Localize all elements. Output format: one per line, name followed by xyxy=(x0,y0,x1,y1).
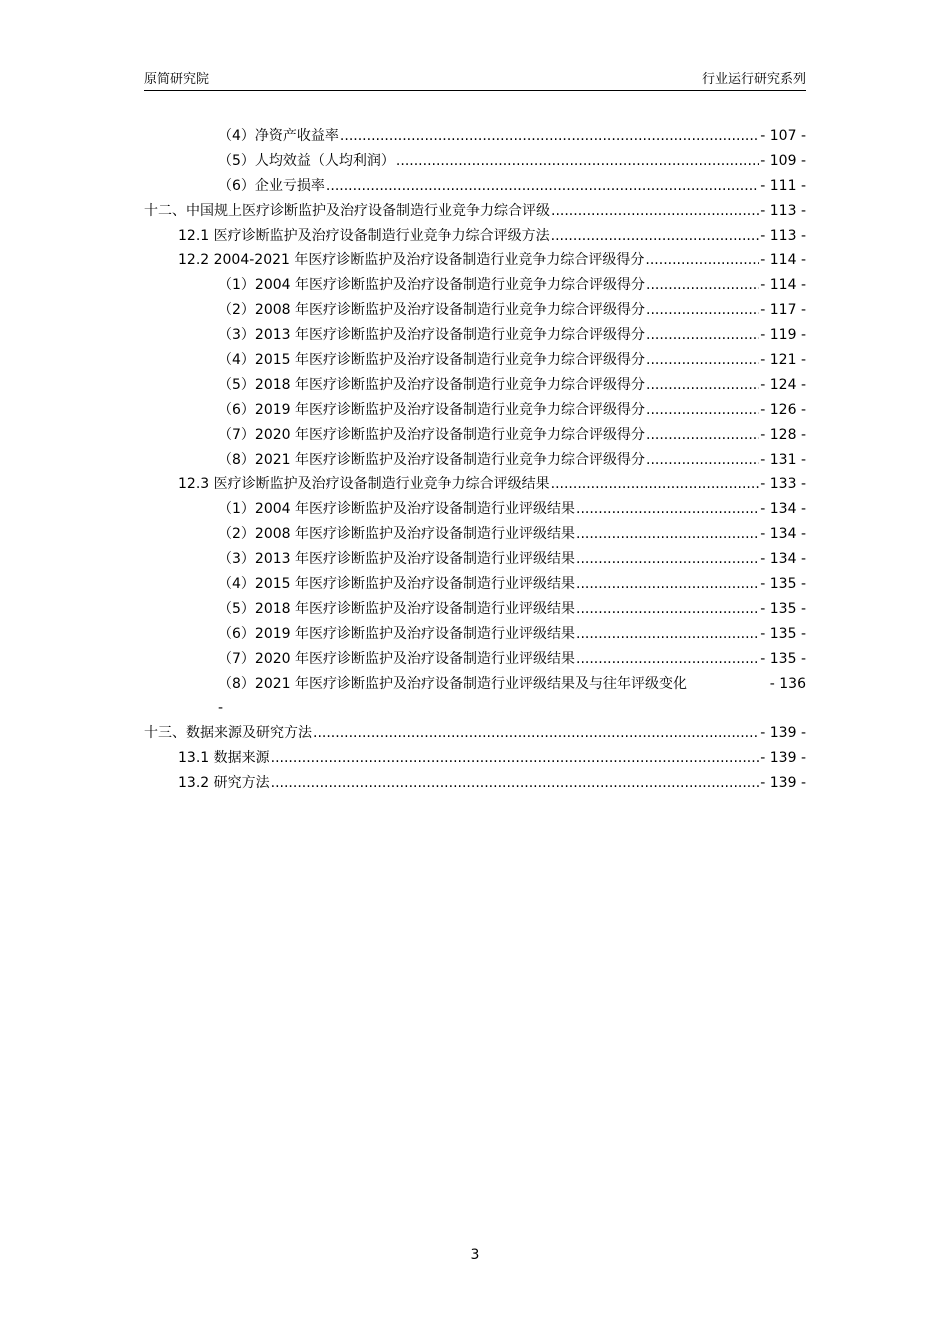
page-header xyxy=(144,66,806,91)
toc-entry[interactable] xyxy=(144,398,806,423)
toc-entry-label: （1）2004 年医疗诊断监护及治疗设备制造行业评级结果 xyxy=(218,501,575,518)
toc-entry[interactable] xyxy=(144,622,806,647)
toc-entry-label: （6）2019 年医疗诊断监护及治疗设备制造行业竞争力综合评级得分 xyxy=(218,401,645,418)
toc-entry-label: （4）2015 年医疗诊断监护及治疗设备制造行业评级结果 xyxy=(218,576,575,593)
toc-entry[interactable] xyxy=(144,597,806,622)
toc-dot-leader xyxy=(576,622,759,647)
toc-entry-label: （8）2021 年医疗诊断监护及治疗设备制造行业竞争力综合评级得分 xyxy=(218,451,645,468)
toc-entry[interactable] xyxy=(144,348,806,373)
toc-dot-leader xyxy=(576,497,759,522)
toc-entry-page: - 134 - xyxy=(760,526,806,543)
toc-dot-leader xyxy=(551,199,759,224)
toc-entry-label: （8）2021 年医疗诊断监护及治疗设备制造行业评级结果及与往年评级变化 xyxy=(218,675,687,692)
toc-dot-leader xyxy=(646,398,759,423)
toc-dot-leader xyxy=(326,174,759,199)
toc-dot-leader xyxy=(576,572,759,597)
toc-entry-page: - 119 - xyxy=(760,327,806,344)
toc-entry-page: - 139 - xyxy=(760,725,806,742)
toc-entry[interactable] xyxy=(144,273,806,298)
toc-entry[interactable] xyxy=(144,248,806,273)
toc-entry-page: - 139 - xyxy=(760,750,806,767)
toc-dot-leader xyxy=(551,224,760,249)
toc-dot-leader xyxy=(645,248,759,273)
toc-entry-page: - 113 - xyxy=(760,227,806,244)
page-number: 3 xyxy=(470,1247,480,1263)
toc-entry-page: - 135 - xyxy=(760,650,806,667)
toc-entry-page: - 113 - xyxy=(760,202,806,219)
toc-entry-page: - 135 - xyxy=(760,625,806,642)
toc-entry-label: （4）2015 年医疗诊断监护及治疗设备制造行业竞争力综合评级得分 xyxy=(218,352,645,369)
toc-entry-label: （7）2020 年医疗诊断监护及治疗设备制造行业竞争力综合评级得分 xyxy=(218,426,645,443)
toc-entry-label: （5）2018 年医疗诊断监护及治疗设备制造行业竞争力综合评级得分 xyxy=(218,376,645,393)
toc-dot-leader xyxy=(646,298,759,323)
toc-entry-label: （1）2004 年医疗诊断监护及治疗设备制造行业竞争力综合评级得分 xyxy=(218,277,645,294)
toc-dot-leader xyxy=(396,149,759,174)
toc-entry-label: 12.3 医疗诊断监护及治疗设备制造行业竞争力综合评级结果 xyxy=(178,476,550,493)
toc-entry[interactable] xyxy=(144,547,806,572)
toc-entry[interactable] xyxy=(144,224,806,249)
header-series-title: 行业运行研究系列 xyxy=(701,72,806,87)
toc-entry-page: - 124 - xyxy=(760,376,806,393)
toc-entry[interactable] xyxy=(144,672,806,697)
toc-entry[interactable] xyxy=(144,149,806,174)
toc-entry-label: （6）企业亏损率 xyxy=(218,177,325,194)
toc-entry[interactable] xyxy=(144,522,806,547)
toc-dot-leader xyxy=(551,472,760,497)
toc-entry-page: - 133 - xyxy=(760,476,806,493)
toc-dot-leader xyxy=(576,647,759,672)
toc-entry-page: - 128 - xyxy=(760,426,806,443)
toc-entry[interactable] xyxy=(144,323,806,348)
toc-entry-page: - 111 - xyxy=(760,177,806,194)
toc-entry[interactable] xyxy=(144,497,806,522)
toc-dot-leader xyxy=(646,373,759,398)
toc-entry-page: - 134 - xyxy=(760,551,806,568)
toc-entry[interactable] xyxy=(144,199,806,224)
toc-entry-page: - 135 - xyxy=(760,576,806,593)
toc-entry-label: 十三、数据来源及研究方法 xyxy=(144,725,312,742)
toc-entry-page-wrap: - xyxy=(218,700,224,717)
toc-dot-leader xyxy=(576,522,759,547)
toc-dot-leader xyxy=(576,597,759,622)
toc-entry-page: - 121 - xyxy=(760,352,806,369)
toc-entry-label: 13.1 数据来源 xyxy=(178,750,270,767)
toc-entry[interactable] xyxy=(144,373,806,398)
toc-entry-label: 十二、中国规上医疗诊断监护及治疗设备制造行业竞争力综合评级 xyxy=(144,202,550,219)
toc-entry-page: - 107 - xyxy=(760,128,806,144)
toc-entry-label: （4）净资产收益率 xyxy=(218,128,339,144)
toc-entry[interactable] xyxy=(144,771,806,796)
toc-entry[interactable] xyxy=(144,298,806,323)
toc-dot-leader xyxy=(646,323,759,348)
toc-dot-leader xyxy=(646,273,759,298)
toc-dot-leader xyxy=(646,348,759,373)
toc-entry-page: - 114 - xyxy=(760,277,806,294)
toc-entry-page: - 135 - xyxy=(760,600,806,617)
toc-entry-label: （3）2013 年医疗诊断监护及治疗设备制造行业评级结果 xyxy=(218,551,575,568)
toc-entry[interactable] xyxy=(144,647,806,672)
toc-entry-label: （5）2018 年医疗诊断监护及治疗设备制造行业评级结果 xyxy=(218,600,575,617)
toc-entry-page: - 139 - xyxy=(760,775,806,792)
toc-dot-leader xyxy=(340,124,759,149)
toc-entry-page: - 117 - xyxy=(760,302,806,319)
toc-entry-page: - 136 xyxy=(769,675,806,692)
toc-dot-leader xyxy=(646,423,759,448)
toc-entry-page: - 109 - xyxy=(760,152,806,169)
toc-entry-label: （2）2008 年医疗诊断监护及治疗设备制造行业竞争力综合评级得分 xyxy=(218,302,645,319)
toc-entry-label: （3）2013 年医疗诊断监护及治疗设备制造行业竞争力综合评级得分 xyxy=(218,327,645,344)
toc-entry-label: （7）2020 年医疗诊断监护及治疗设备制造行业评级结果 xyxy=(218,650,575,667)
toc-dot-leader xyxy=(271,771,760,796)
toc-entry[interactable] xyxy=(144,472,806,497)
toc-entry[interactable] xyxy=(144,124,806,149)
toc-dot-leader xyxy=(576,547,759,572)
toc-entry-label: 12.2 2004-2021 年医疗诊断监护及治疗设备制造行业竞争力综合评级得分 xyxy=(178,252,645,269)
toc-entry-page: - 131 - xyxy=(760,451,806,468)
toc-dot-leader xyxy=(313,721,759,746)
toc-entry[interactable] xyxy=(144,746,806,771)
toc-dot-leader xyxy=(646,448,759,473)
toc-entry[interactable] xyxy=(144,721,806,746)
toc-entry[interactable] xyxy=(144,174,806,199)
table-of-contents xyxy=(144,124,806,796)
toc-dot-leader xyxy=(271,746,760,771)
header-org-name: 原简研究院 xyxy=(144,72,210,87)
toc-entry[interactable] xyxy=(144,448,806,473)
toc-entry[interactable] xyxy=(144,423,806,448)
toc-entry[interactable] xyxy=(144,572,806,597)
toc-entry-label: （5）人均效益（人均利润） xyxy=(218,152,395,169)
toc-entry-label: 12.1 医疗诊断监护及治疗设备制造行业竞争力综合评级方法 xyxy=(178,227,550,244)
toc-entry-page: - 126 - xyxy=(760,401,806,418)
toc-entry-label: 13.2 研究方法 xyxy=(178,775,270,792)
toc-entry-label: （2）2008 年医疗诊断监护及治疗设备制造行业评级结果 xyxy=(218,526,575,543)
toc-entry-page: - 134 - xyxy=(760,501,806,518)
toc-entry-label: （6）2019 年医疗诊断监护及治疗设备制造行业评级结果 xyxy=(218,625,575,642)
toc-entry-page: - 114 - xyxy=(760,252,806,269)
